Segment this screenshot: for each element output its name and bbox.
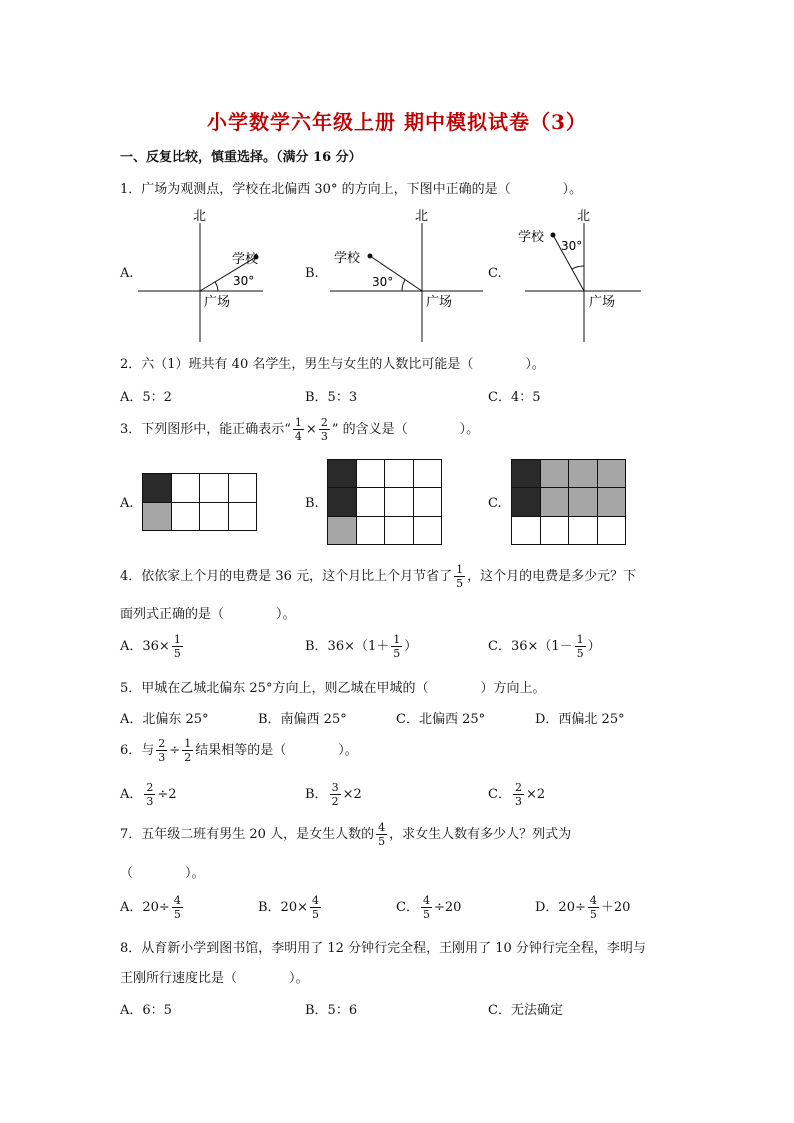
fraction-one-fifth: $\frac{1}{5}$ <box>456 563 464 590</box>
q5-option-c: C．北偏西 25° <box>396 712 486 727</box>
fraction-four-fifths: $\frac{4}{5}$ <box>378 821 386 848</box>
angle-label: 30° <box>372 275 394 289</box>
angle-label: 30° <box>561 239 583 253</box>
angle-label: 30° <box>233 274 255 288</box>
q3-grid-b <box>327 459 442 545</box>
q3-grid-a <box>142 473 257 531</box>
north-label: 北 <box>577 209 591 224</box>
q3-option-b-label: B. <box>305 496 319 511</box>
school-point <box>368 254 373 259</box>
question-6-stem: 6．与 $\frac{2}{3}$ ÷ $\frac{1}{2}$ 结果相等的是（ ）。 <box>120 737 358 764</box>
q4-option-c: C．36×（1－ $\frac{1}{5}$ ） <box>488 633 601 660</box>
north-label: 北 <box>193 209 207 224</box>
school-label: 学校 <box>518 230 545 245</box>
fraction-two-thirds: $\frac{2}{3}$ <box>320 416 328 443</box>
question-7-line-2: （ ）。 <box>120 866 205 881</box>
square-label: 广场 <box>204 295 231 310</box>
q2-option-a: A．5：2 <box>120 390 172 405</box>
q1-option-a-label: A. <box>120 266 134 281</box>
q6-option-a: A． $\frac{2}{3}$ ÷2 <box>120 781 177 808</box>
fraction-one-quarter: $\frac{1}{4}$ <box>294 416 302 443</box>
q5-option-b: B．南偏西 25° <box>258 712 347 727</box>
question-4-line-2: 面列式正确的是（ ）。 <box>120 607 296 622</box>
q8-option-a: A．6：5 <box>120 1003 172 1018</box>
q1-diagram-c <box>515 205 645 345</box>
north-label: 北 <box>415 209 429 224</box>
square-label: 广场 <box>589 295 616 310</box>
page-title: 小学数学六年级上册 期中模拟试卷（3） <box>207 110 587 134</box>
school-point <box>551 233 556 238</box>
square-label: 广场 <box>426 295 453 310</box>
q5-option-d: D．西偏北 25° <box>535 712 625 727</box>
q3-grid-c <box>511 459 626 545</box>
question-8-line-1: 8．从育新小学到图书馆，李明用了 12 分钟行完全程，王刚用了 10 分钟行完全程，李明与 <box>120 941 646 956</box>
q7-option-c: C． $\frac{4}{5}$ ÷20 <box>396 894 462 921</box>
question-7-line-1: 7．五年级二班有男生 20 人，是女生人数的 $\frac{4}{5}$ ，求女生人数有多少人？列式为 <box>120 821 572 848</box>
q3-option-a-label: A. <box>120 496 134 511</box>
question-8-line-2: 王刚所行速度比是（ ）。 <box>120 971 309 986</box>
question-5-stem: 5．甲城在乙城北偏东 25°方向上，则乙城在甲城的（ ）方向上。 <box>120 681 546 696</box>
question-2-stem: 2．六（1）班共有 40 名学生，男生与女生的人数比可能是（ ）。 <box>120 357 545 372</box>
q6-option-b: B． $\frac{3}{2}$ ×2 <box>305 781 362 808</box>
q2-option-c: C．4：5 <box>488 390 541 405</box>
q7-option-d: D．20÷ $\frac{4}{5}$ ＋20 <box>535 894 631 921</box>
q8-option-b: B．5：6 <box>305 1003 358 1018</box>
q3-option-c-label: C. <box>488 496 502 511</box>
q2-option-b: B．5：3 <box>305 390 358 405</box>
q5-option-a: A．北偏东 25° <box>120 712 209 727</box>
q1-option-c-label: C. <box>488 266 502 281</box>
q8-option-c: C．无法确定 <box>488 1003 563 1018</box>
q6-option-c: C． $\frac{2}{3}$ ×2 <box>488 781 546 808</box>
school-label: 学校 <box>232 252 259 267</box>
question-1-stem: 1．广场为观测点，学校在北偏西 30° 的方向上，下图中正确的是（ ）。 <box>120 182 583 197</box>
q7-option-a: A．20÷ $\frac{4}{5}$ <box>120 894 181 921</box>
q1-diagram-b <box>330 205 490 345</box>
question-4-line-1: 4．依依家上个月的电费是 36 元，这个月比上个月节省了 $\frac{1}{5}$ ，这个月的电费是多少元？下 <box>120 563 637 590</box>
q4-option-b: B．36×（1＋ $\frac{1}{5}$ ） <box>305 633 418 660</box>
question-3-stem: 3．下列图形中，能正确表示“ $\frac{1}{4}$ × $\frac{2}{3}$ ” 的含义是（ ）。 <box>120 416 480 443</box>
q1-diagram-a <box>138 205 263 345</box>
section-heading: 一、反复比较，慎重选择。（满分 16 分） <box>120 150 362 165</box>
school-label: 学校 <box>334 251 361 266</box>
q1-option-b-label: B. <box>305 266 319 281</box>
q4-option-a: A．36× $\frac{1}{5}$ <box>120 633 181 660</box>
q7-option-b: B．20× $\frac{4}{5}$ <box>258 894 319 921</box>
